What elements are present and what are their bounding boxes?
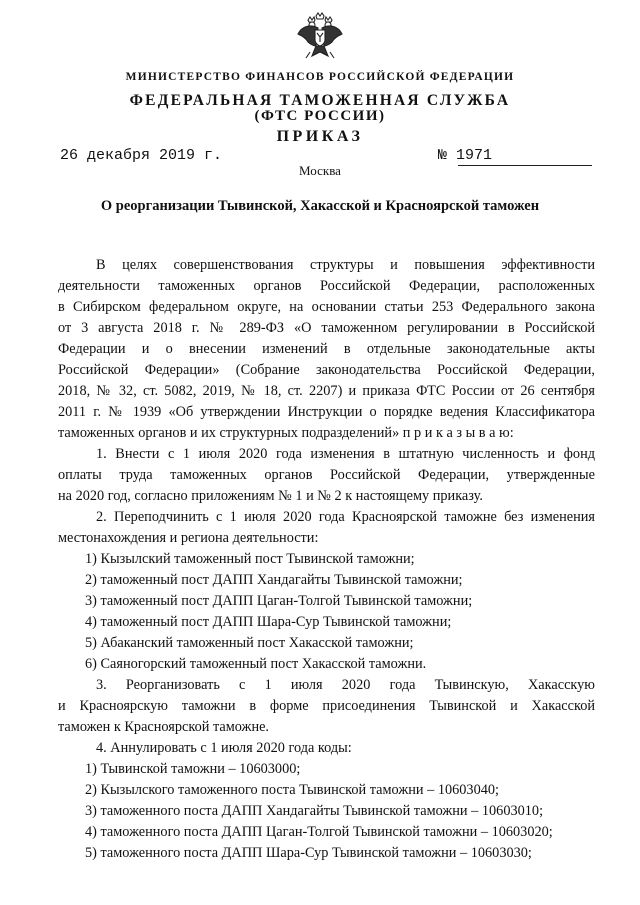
body-line: деятельности таможенных органов Российской Федерации, расположенных: [58, 278, 595, 294]
list-item: 1) Кызылский таможенный пост Тывинской таможни;: [85, 551, 415, 567]
body-line: 2. Переподчинить с 1 июля 2020 года Красноярской таможне без изменения: [96, 509, 595, 525]
order-number: № 1971: [438, 147, 493, 164]
list-item: 4) таможенного поста ДАПП Цаган-Толгой Тывинской таможни – 10603020;: [85, 824, 553, 840]
body-line: в Сибирском федеральном округе, на основании статьи 253 Федерального закона: [58, 299, 595, 315]
body-line: 3. Реорганизовать с 1 июля 2020 года Тывинскую, Хакасскую: [96, 677, 595, 693]
list-item: 1) Тывинской таможни – 10603000;: [85, 761, 301, 777]
coat-of-arms-emblem: [296, 12, 344, 62]
document-type: ПРИКАЗ: [276, 128, 364, 145]
service-acronym: (ФТС РОССИИ): [254, 108, 386, 124]
body-line: 2011 г. № 1939 «Об утверждении Инструкции о порядке ведения Классификатора: [58, 404, 595, 420]
body-line: В целях совершенствования структуры и повышения эффективности: [96, 257, 595, 273]
list-item: 5) таможенного поста ДАПП Шара-Сур Тывинской таможни – 10603030;: [85, 845, 532, 861]
body-line: 4. Аннулировать с 1 июля 2020 года коды:: [96, 740, 352, 756]
order-date: 26 декабря 2019 г.: [60, 147, 223, 164]
body-line: 2018, № 32, ст. 5082, 2019, № 18, ст. 2207) и приказа ФТС России от 26 сентября: [58, 383, 595, 399]
list-item: 6) Саяногорский таможенный пост Хакасской таможни.: [85, 656, 427, 672]
body-line: и Красноярскую таможни в форме присоединения Тывинской и Хакасской: [58, 698, 595, 714]
list-item: 2) Кызылского таможенного поста Тывинской таможни – 10603040;: [85, 782, 499, 798]
city: Москва: [299, 163, 341, 178]
list-item: 3) таможенный пост ДАПП Цаган-Толгой Тывинской таможни;: [85, 593, 473, 609]
service-heading: ФЕДЕРАЛЬНАЯ ТАМОЖЕННАЯ СЛУЖБА: [129, 92, 511, 109]
body-line: Федерации и о внесении изменений в отдельные законодательные акты: [58, 341, 595, 357]
list-item: 5) Абаканский таможенный пост Хакасской таможни;: [85, 635, 414, 651]
body-line: оплаты труда таможенных органов Российской Федерации, утвержденные: [58, 467, 595, 483]
document-title: О реорганизации Тывинской, Хакасской и Красноярской таможен: [100, 198, 540, 214]
body-line: таможенных органов и их структурных подразделений» п р и к а з ы в а ю:: [58, 425, 514, 441]
body-line: Российской Федерации» (Собрание законодательства Российской Федерации,: [58, 362, 595, 378]
list-item: 2) таможенный пост ДАПП Хандагайты Тывинской таможни;: [85, 572, 463, 588]
list-item: 3) таможенного поста ДАПП Хандагайты Тывинской таможни – 10603010;: [85, 803, 544, 819]
body-line: местонахождения и региона деятельности:: [58, 530, 319, 546]
body-line: 1. Внести с 1 июля 2020 года изменения в штатную численность и фонд: [96, 446, 595, 462]
ministry-heading: МИНИСТЕРСТВО ФИНАНСОВ РОССИЙСКОЙ ФЕДЕРАЦИИ: [125, 71, 515, 83]
body-line: таможен к Красноярской таможне.: [58, 719, 270, 735]
body-line: на 2020 год, согласно приложениям № 1 и № 2 к настоящему приказу.: [58, 488, 483, 504]
list-item: 4) таможенный пост ДАПП Шара-Сур Тывинской таможни;: [85, 614, 452, 630]
body-line: от 3 августа 2018 г. № 289-ФЗ «О таможенном регулировании в Российской: [58, 320, 595, 336]
